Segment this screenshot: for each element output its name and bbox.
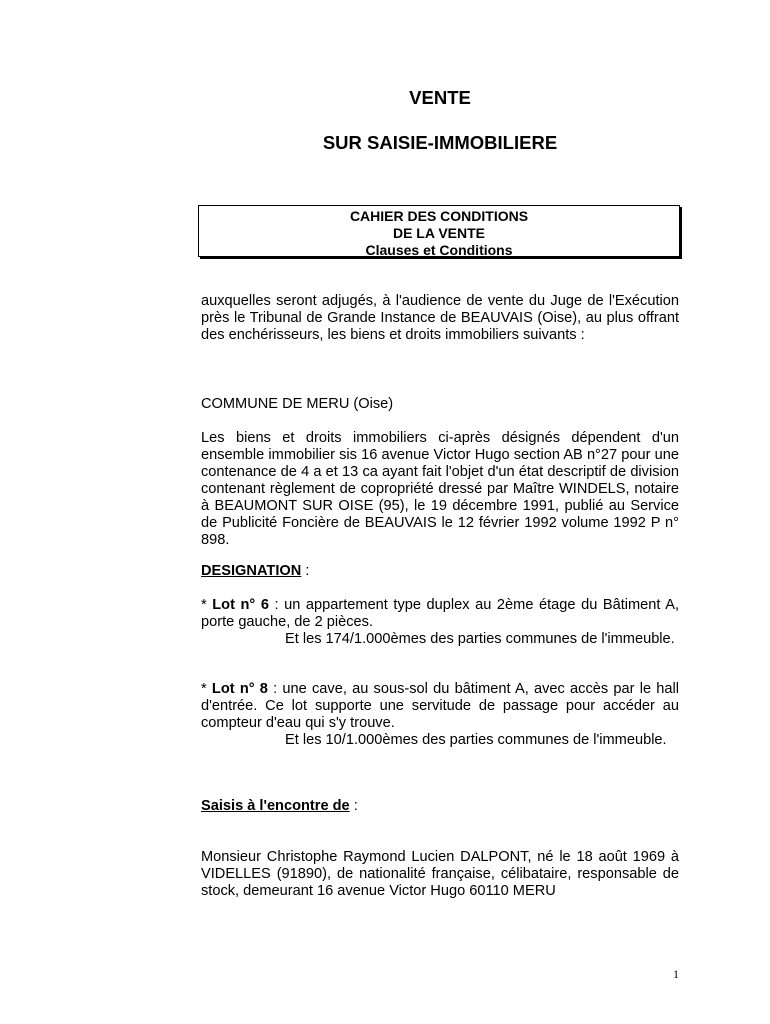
intro-text: auxquelles seront adjugés, à l'audience de vente du Juge de l'Exécution près le Tribunal de Grande Instance de BEAUVAIS (Oise), au plus offrant des enchérisseurs, les biens et droits immobiliers suivants : [201,293,679,343]
lot-6-text: : un appartement type duplex au 2ème étage du Bâtiment A, porte gauche, de 2 pièces. [201,597,680,630]
document-subtitle: SUR SAISIE-IMMOBILIERE [322,132,558,153]
description-text: Les biens et droits immobiliers ci-après désignés dépendent d'un ensemble immobilier sis 16 avenue Victor Hugo section AB n°27 pour une contenance de 4 a et 13 ca ayant fait l'objet d'un état descriptif de division contenant règlement de copropriété dressé par Maître WINDELS, notaire à BEAUMONT SUR OISE (95), le 19 décembre 1991, publié au Service de Publicité Foncière de BEAUVAIS le 12 février 1992 volume 1992 P n° 898. [201,430,679,548]
lot-6-label: Lot n° 6 [212,597,269,613]
lot-8-shares: Et les 10/1.000èmes des parties communes de l'immeuble. [285,732,667,748]
designation-label: DESIGNATION [201,563,302,579]
seized-label: Saisis à l'encontre de [201,798,350,814]
lot-8-bullet: * [201,681,212,697]
seized-heading [201,798,679,815]
debtor-text: Monsieur Christophe Raymond Lucien DALPONT, né le 18 août 1969 à VIDELLES (91890), de nationalité française, célibataire, responsable de stock, demeurant 16 avenue Victor Hugo 60110 MERU [201,849,679,899]
box-line-1: CAHIER DES CONDITIONS [349,208,529,224]
lot-8 [201,681,679,749]
lot-8-label: Lot n° 8 [211,681,268,697]
designation-heading [201,563,679,580]
lot-6-bullet: * [201,597,213,613]
lot-8-text: : une cave, au sous-sol du bâtiment A, avec accès par le hall d'entrée. Ce lot supporte une servitude de passage pour accéder au compteur d'eau qui s'y trouve. [201,681,679,731]
debtor-paragraph [201,849,679,900]
intro-paragraph [201,293,679,344]
box-line-2: DE LA VENTE [392,225,486,241]
box-line-3: Clauses et Conditions [365,242,513,258]
designation-colon: : [301,563,310,579]
document-title: VENTE [409,87,471,108]
lot-6-shares: Et les 174/1.000èmes des parties communes de l'immeuble. [285,631,675,647]
commune-line [201,396,679,413]
conditions-box [198,205,680,257]
seized-colon: : [349,798,358,814]
commune-text: COMMUNE DE MERU (Oise) [201,396,394,412]
lot-6 [201,597,679,648]
description-paragraph [201,430,679,549]
page-number: 1 [673,967,679,981]
